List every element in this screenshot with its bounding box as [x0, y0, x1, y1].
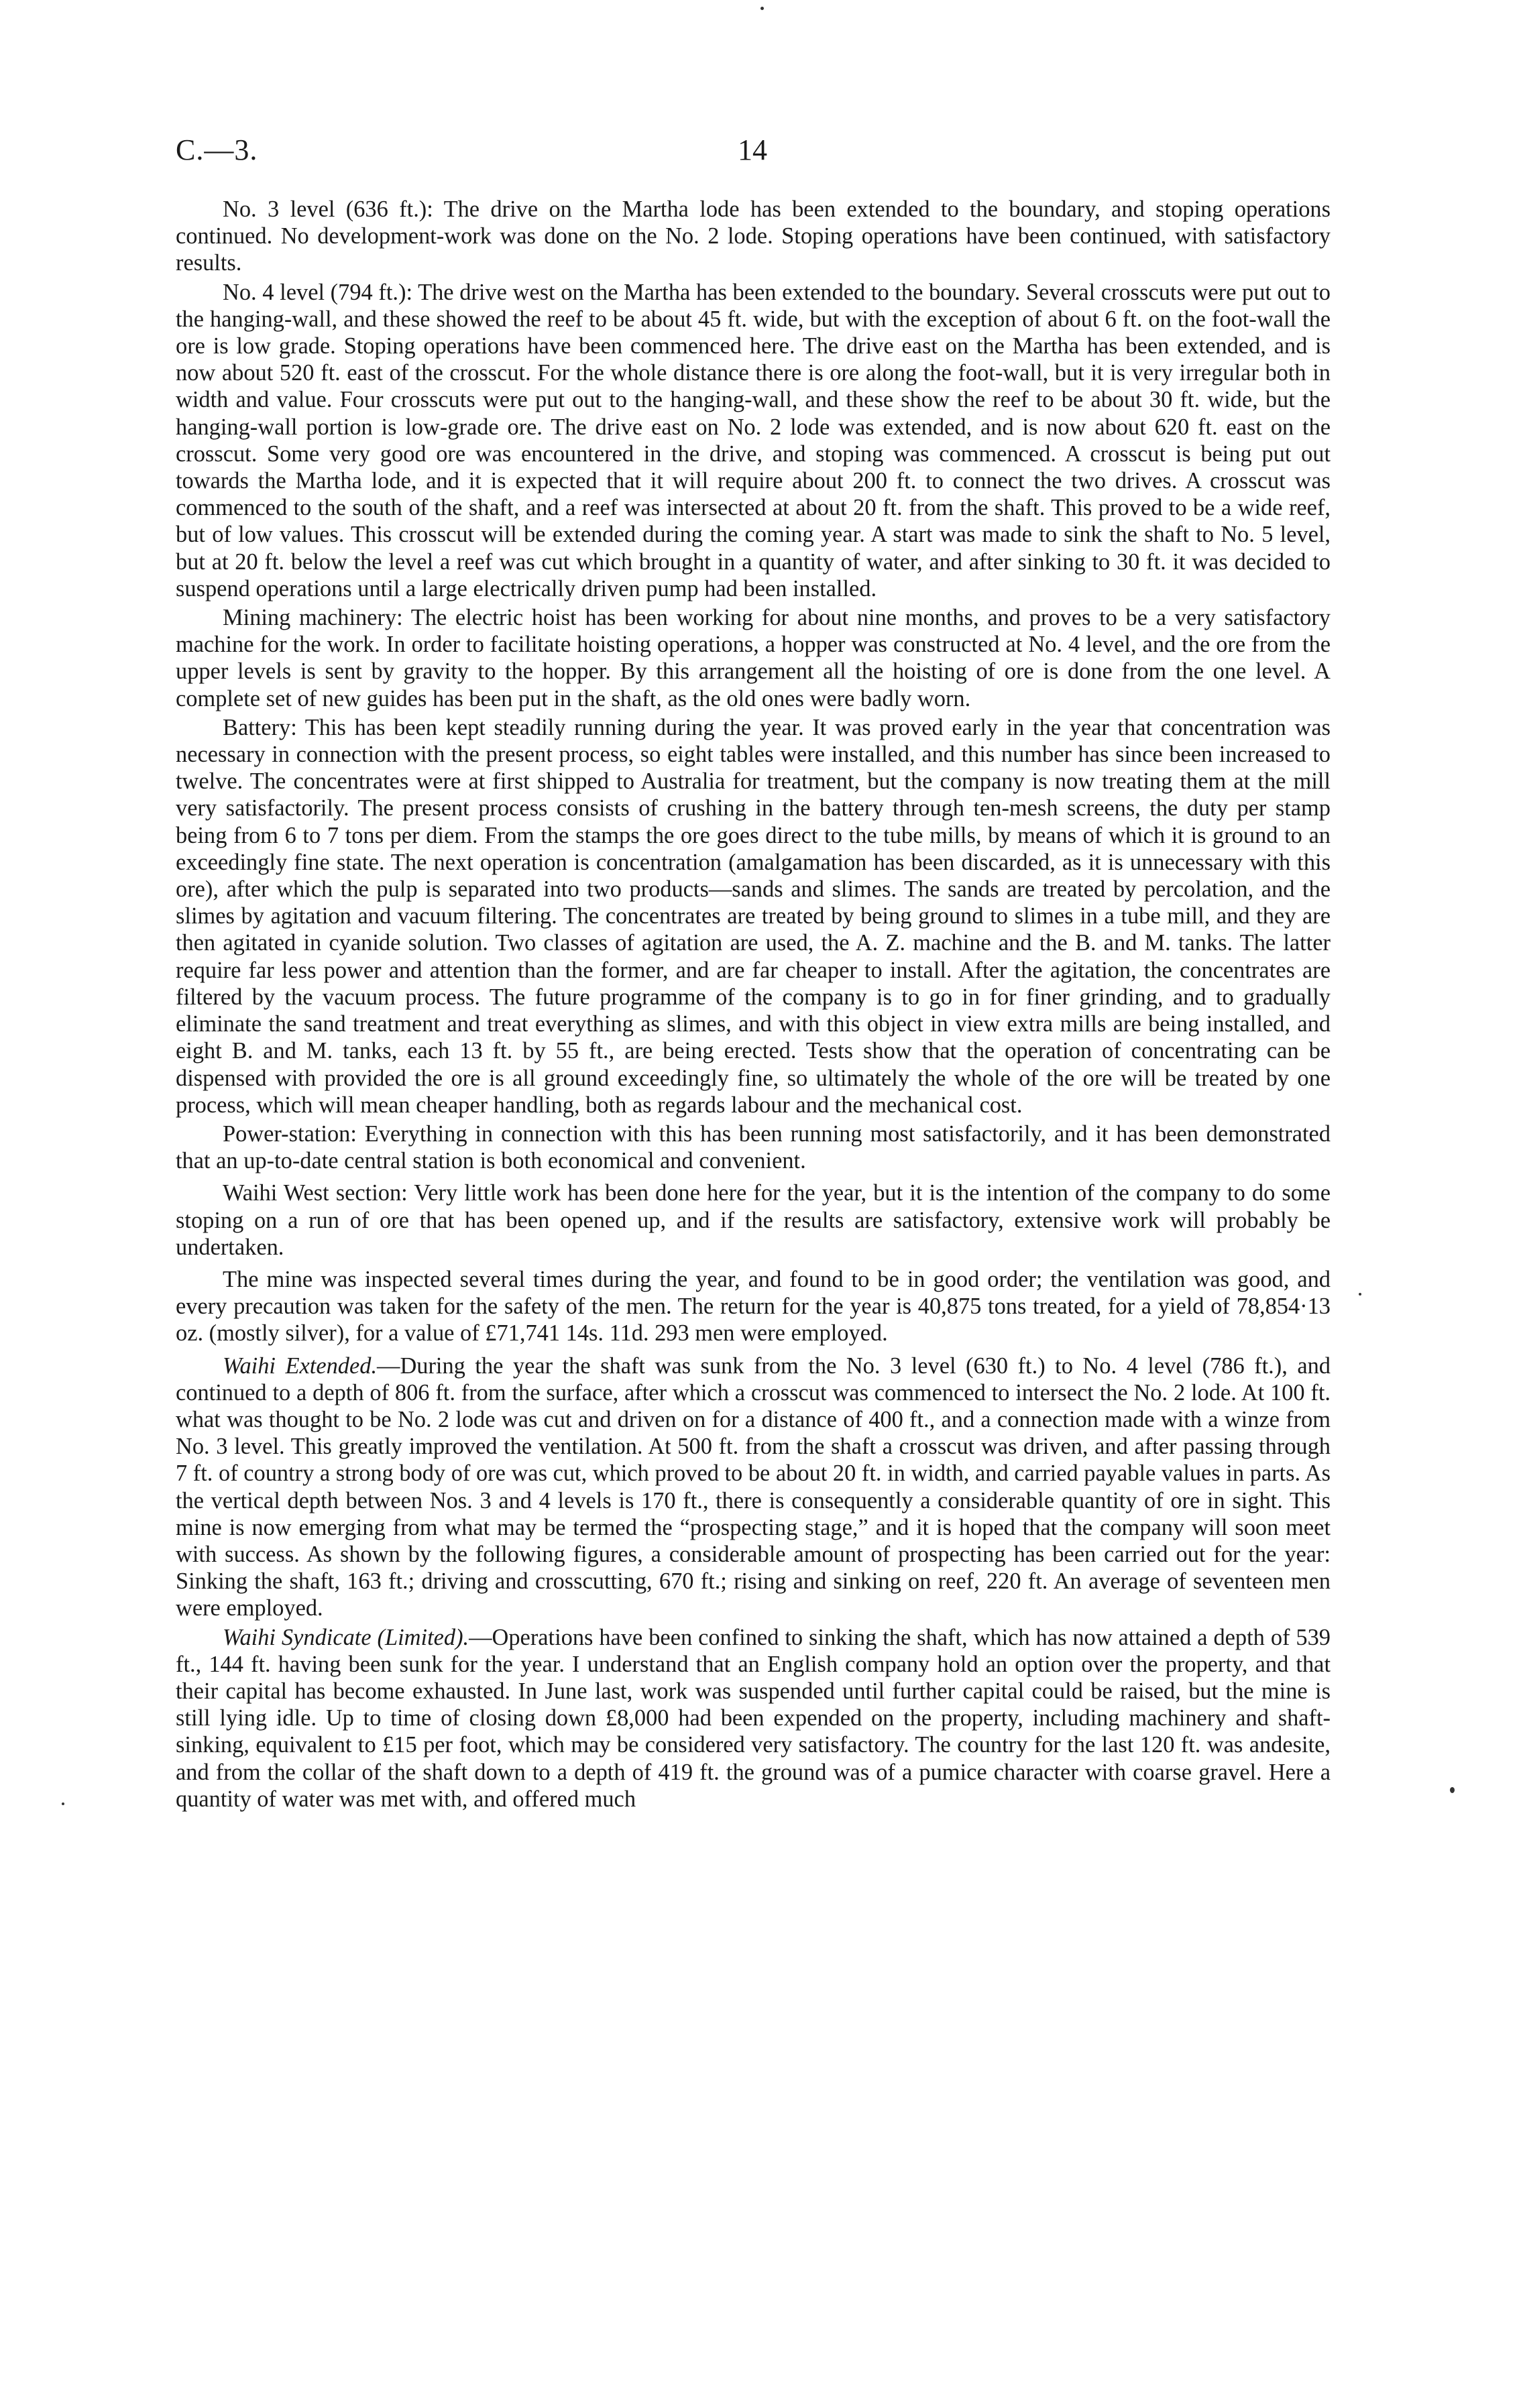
paragraph-power-station: Power-station: Everything in connection with this has been running most satisfactorily, and it has been demonstrated that an up-to-date central station is both economical and convenient.: [176, 1121, 1331, 1174]
paragraph-mining-machinery: Mining machinery: The electric hoist has been working for about nine months, and proves to be a very satisfactory machine for the work. In order to facilitate hoisting operations, a hopper was constructed at No. 4 level, and the ore from the upper levels is sent by gravity to the hopper. By this arrangement all the hoisting of ore is done from the one level. A complete set of new guides has been put in the shaft, as the old ones were badly worn.: [176, 605, 1331, 711]
paragraph-no3-level: No. 3 level (636 ft.): The drive on the Martha lode has been extended to the boundary, and stoping operations continued. No development-work was done on the No. 2 lode. Stoping operations have been continued, with satisfactory results.: [176, 196, 1331, 276]
paragraph-no4-level: No. 4 level (794 ft.): The drive west on the Martha has been extended to the boundary. Several crosscuts were put out to the hanging-wall, and these showed the reef to be about 45 ft. wide, but with the exception of about 6 ft. on the foot-wall the ore is low grade. Stoping operations have been commenced here. The drive east on the Martha has been extended, and is now about 520 ft. east of the crosscut. For the whole distance there is ore along the foot-wall, but it is very irregular both in width and value. Four crosscuts were put out to the hanging-wall, and these show the reef to be about 30 ft. wide, but the hanging-wall portion is low-grade ore. The drive east on No. 2 lode was extended, and is now about 620 ft. east on the crosscut. Some very good ore was encountered in the drive, and stoping was commenced. A crosscut is being put out towards the Martha lode, and it is expected that it will require about 200 ft. to connect the two drives. A crosscut was commenced to the south of the shaft, and a reef was intersected at about 20 ft. from the shaft. This proved to be a wide reef, but of low values. This crosscut will be extended during the coming year. A start was made to sink the shaft to No. 5 level, but at 20 ft. below the level a reef was cut which brought in a quantity of water, and after sinking to 30 ft. it was decided to suspend operations until a large electrically driven pump had been installed.: [176, 279, 1331, 601]
paragraph-battery: Battery: This has been kept steadily running during the year. It was proved early in the year that concentration was necessary in connection with the present process, so eight tables were installed, and this number has since been increased to twelve. The concentrates were at first shipped to Australia for treatment, but the company is now treating them at the mill very satisfactorily. The present process consists of crushing in the battery through ten-mesh screens, the duty per stamp being from 6 to 7 tons per diem. From the stamps the ore goes direct to the tube mills, by means of which it is ground to an exceedingly fine state. The next operation is concentration (amalgamation has been discarded, as it is unnecessary with this ore), after which the pulp is separated into two products—sands and slimes. The sands are treated by percolation, and the slimes by agitation and vacuum filtering. The concentrates are treated by being ground to slimes in a tube mill, and they are then agitated in cyanide solution. Two classes of agitation are used, the A. Z. machine and the B. and M. tanks. The latter require far less power and attention than the former, and are far cheaper to install. After the agitation, the concentrates are filtered by the vacuum process. The future programme of the company is to go in for finer grinding, and to gradually eliminate the sand treatment and treat everything as slimes, and with this object in view extra mills are being installed, and eight B. and M. tanks, each 13 ft. by 55 ft., are being erected. Tests show that the operation of concentrating can be dispensed with provided the ore is all ground exceedingly fine, so ultimately the whole of the ore will be treated by one process, which will mean cheaper handling, both as regards labour and the mechanical cost.: [176, 714, 1331, 1118]
body-text: [176, 196, 1331, 1815]
scan-speck: [1450, 1787, 1455, 1793]
scan-speck: [62, 1802, 64, 1805]
mine-title-waihi-extended: Waihi Extended.: [223, 1353, 378, 1379]
document-reference: C.—3.: [176, 133, 258, 166]
paragraph-waihi-extended-text: —During the year the shaft was sunk from the No. 3 level (630 ft.) to No. 4 level (786 ft.), and continued to a depth of 806 ft. from the surface, after which a crosscut was commenced to intersect the No. 2 lode. At 100 ft. what was thought to be No. 2 lode was cut and driven on for a distance of 400 ft., and a connection made with a winze from No. 3 level. This greatly improved the ventilation. At 500 ft. from the shaft a crosscut was driven, and after passing through 7 ft. of country a strong body of ore was cut, which proved to be about 20 ft. in width, and carried payable values in parts. As the vertical depth between Nos. 3 and 4 levels is 170 ft., there is consequently a considerable quantity of ore in sight. This mine is now emerging from what may be termed the “prospecting stage,” and it is hoped that the company will soon meet with success. As shown by the following figures, a considerable amount of prospecting has been carried out for the year: Sinking the shaft, 163 ft.; driving and crosscutting, 670 ft.; rising and sinking on reef, 220 ft. An average of seventeen men were employed.: [176, 1353, 1331, 1621]
paragraph-waihi-extended: [176, 1353, 1331, 1622]
scan-speck: [1359, 1293, 1361, 1296]
mine-title-waihi-syndicate: Waihi Syndicate (Limited).: [223, 1624, 469, 1650]
page-header: [176, 133, 1332, 173]
paragraph-waihi-syndicate: [176, 1624, 1331, 1813]
paragraph-waihi-west: Waihi West section: Very little work has been done here for the year, but it is the intention of the company to do some stoping on a run of ore that has been opened up, and if the results are satisfactory, extensive work will probably be undertaken.: [176, 1180, 1331, 1260]
paragraph-inspection-return: The mine was inspected several times during the year, and found to be in good order; the ventilation was good, and every precaution was taken for the safety of the men. The return for the year is 40,875 tons treated, for a yield of 78,854·13 oz. (mostly silver), for a value of £71,741 14s. 11d. 293 men were employed.: [176, 1266, 1331, 1346]
scan-speck: [760, 7, 764, 10]
paragraph-waihi-syndicate-text: —Operations have been confined to sinking the shaft, which has now attained a depth of 539 ft., 144 ft. having been sunk for the year. I understand that an English company hold an option over the property, and that their capital has become exhausted. In June last, work was suspended until further capital could be raised, but the mine is still lying idle. Up to time of closing down £8,000 had been expended on the property, including machinery and shaft-sinking, equivalent to £15 per foot, which may be considered very satisfactory. The country for the last 120 ft. was andesite, and from the collar of the shaft down to a depth of 419 ft. the ground was of a pumice character with coarse gravel. Here a quantity of water was met with, and offered much: [176, 1624, 1331, 1812]
page-number: 14: [738, 133, 767, 166]
